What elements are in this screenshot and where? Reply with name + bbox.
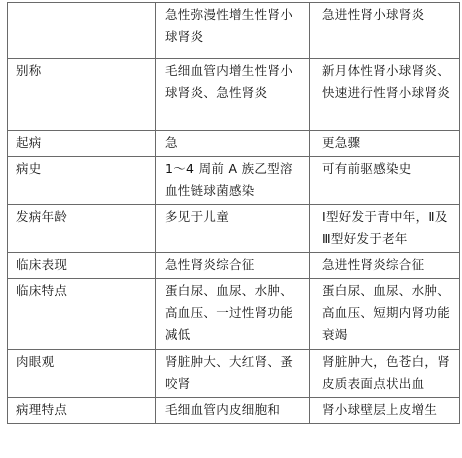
cell-rpgn: Ⅰ型好发于青中年，Ⅱ及Ⅲ型好发于老年 [310, 205, 460, 253]
cell-acute-gn: 蛋白尿、血尿、水肿、高血压、一过性肾功能减低 [156, 279, 310, 350]
row-label: 别称 [8, 59, 156, 131]
cell-rpgn: 急进性肾炎综合征 [310, 253, 460, 279]
cell-rpgn: 肾小球壁层上皮增生 [310, 398, 460, 424]
table-row-clinical-features [8, 279, 460, 350]
table-row-onset [8, 131, 460, 157]
table-row-age [8, 205, 460, 253]
row-label: 病史 [8, 157, 156, 205]
row-label: 临床表现 [8, 253, 156, 279]
table-row-pathology [8, 398, 460, 424]
cell-acute-gn: 毛细血管内增生性肾小球肾炎、急性肾炎 [156, 59, 310, 131]
row-label: 发病年龄 [8, 205, 156, 253]
table-row-history [8, 157, 460, 205]
table-row-alias [8, 59, 460, 131]
cell-acute-gn: 多见于儿童 [156, 205, 310, 253]
header-acute-diffuse-proliferative-gn: 急性弥漫性增生性肾小球肾炎 [156, 3, 310, 59]
cell-rpgn: 蛋白尿、血尿、水肿、高血压、短期内肾功能衰竭 [310, 279, 460, 350]
cell-rpgn: 可有前驱感染史 [310, 157, 460, 205]
comparison-table [7, 2, 460, 424]
table-row-clinical-presentation [8, 253, 460, 279]
table-row-gross-appearance [8, 350, 460, 398]
cell-acute-gn: 肾脏肿大、大红肾、蚤咬肾 [156, 350, 310, 398]
row-label: 肉眼观 [8, 350, 156, 398]
header-row [8, 3, 460, 59]
cell-acute-gn: 急 [156, 131, 310, 157]
row-label: 临床特点 [8, 279, 156, 350]
cell-acute-gn: 急性肾炎综合征 [156, 253, 310, 279]
row-label: 起病 [8, 131, 156, 157]
cell-rpgn: 肾脏肿大，色苍白，肾皮质表面点状出血 [310, 350, 460, 398]
cell-acute-gn: 毛细血管内皮细胞和 [156, 398, 310, 424]
header-rapidly-progressive-gn: 急进性肾小球肾炎 [310, 3, 460, 59]
cell-rpgn: 更急骤 [310, 131, 460, 157]
cell-acute-gn: 1～4 周前 A 族乙型溶血性链球菌感染 [156, 157, 310, 205]
cell-rpgn: 新月体性肾小球肾炎、快速进行性肾小球肾炎 [310, 59, 460, 131]
row-label: 病理特点 [8, 398, 156, 424]
header-empty-cell [8, 3, 156, 59]
